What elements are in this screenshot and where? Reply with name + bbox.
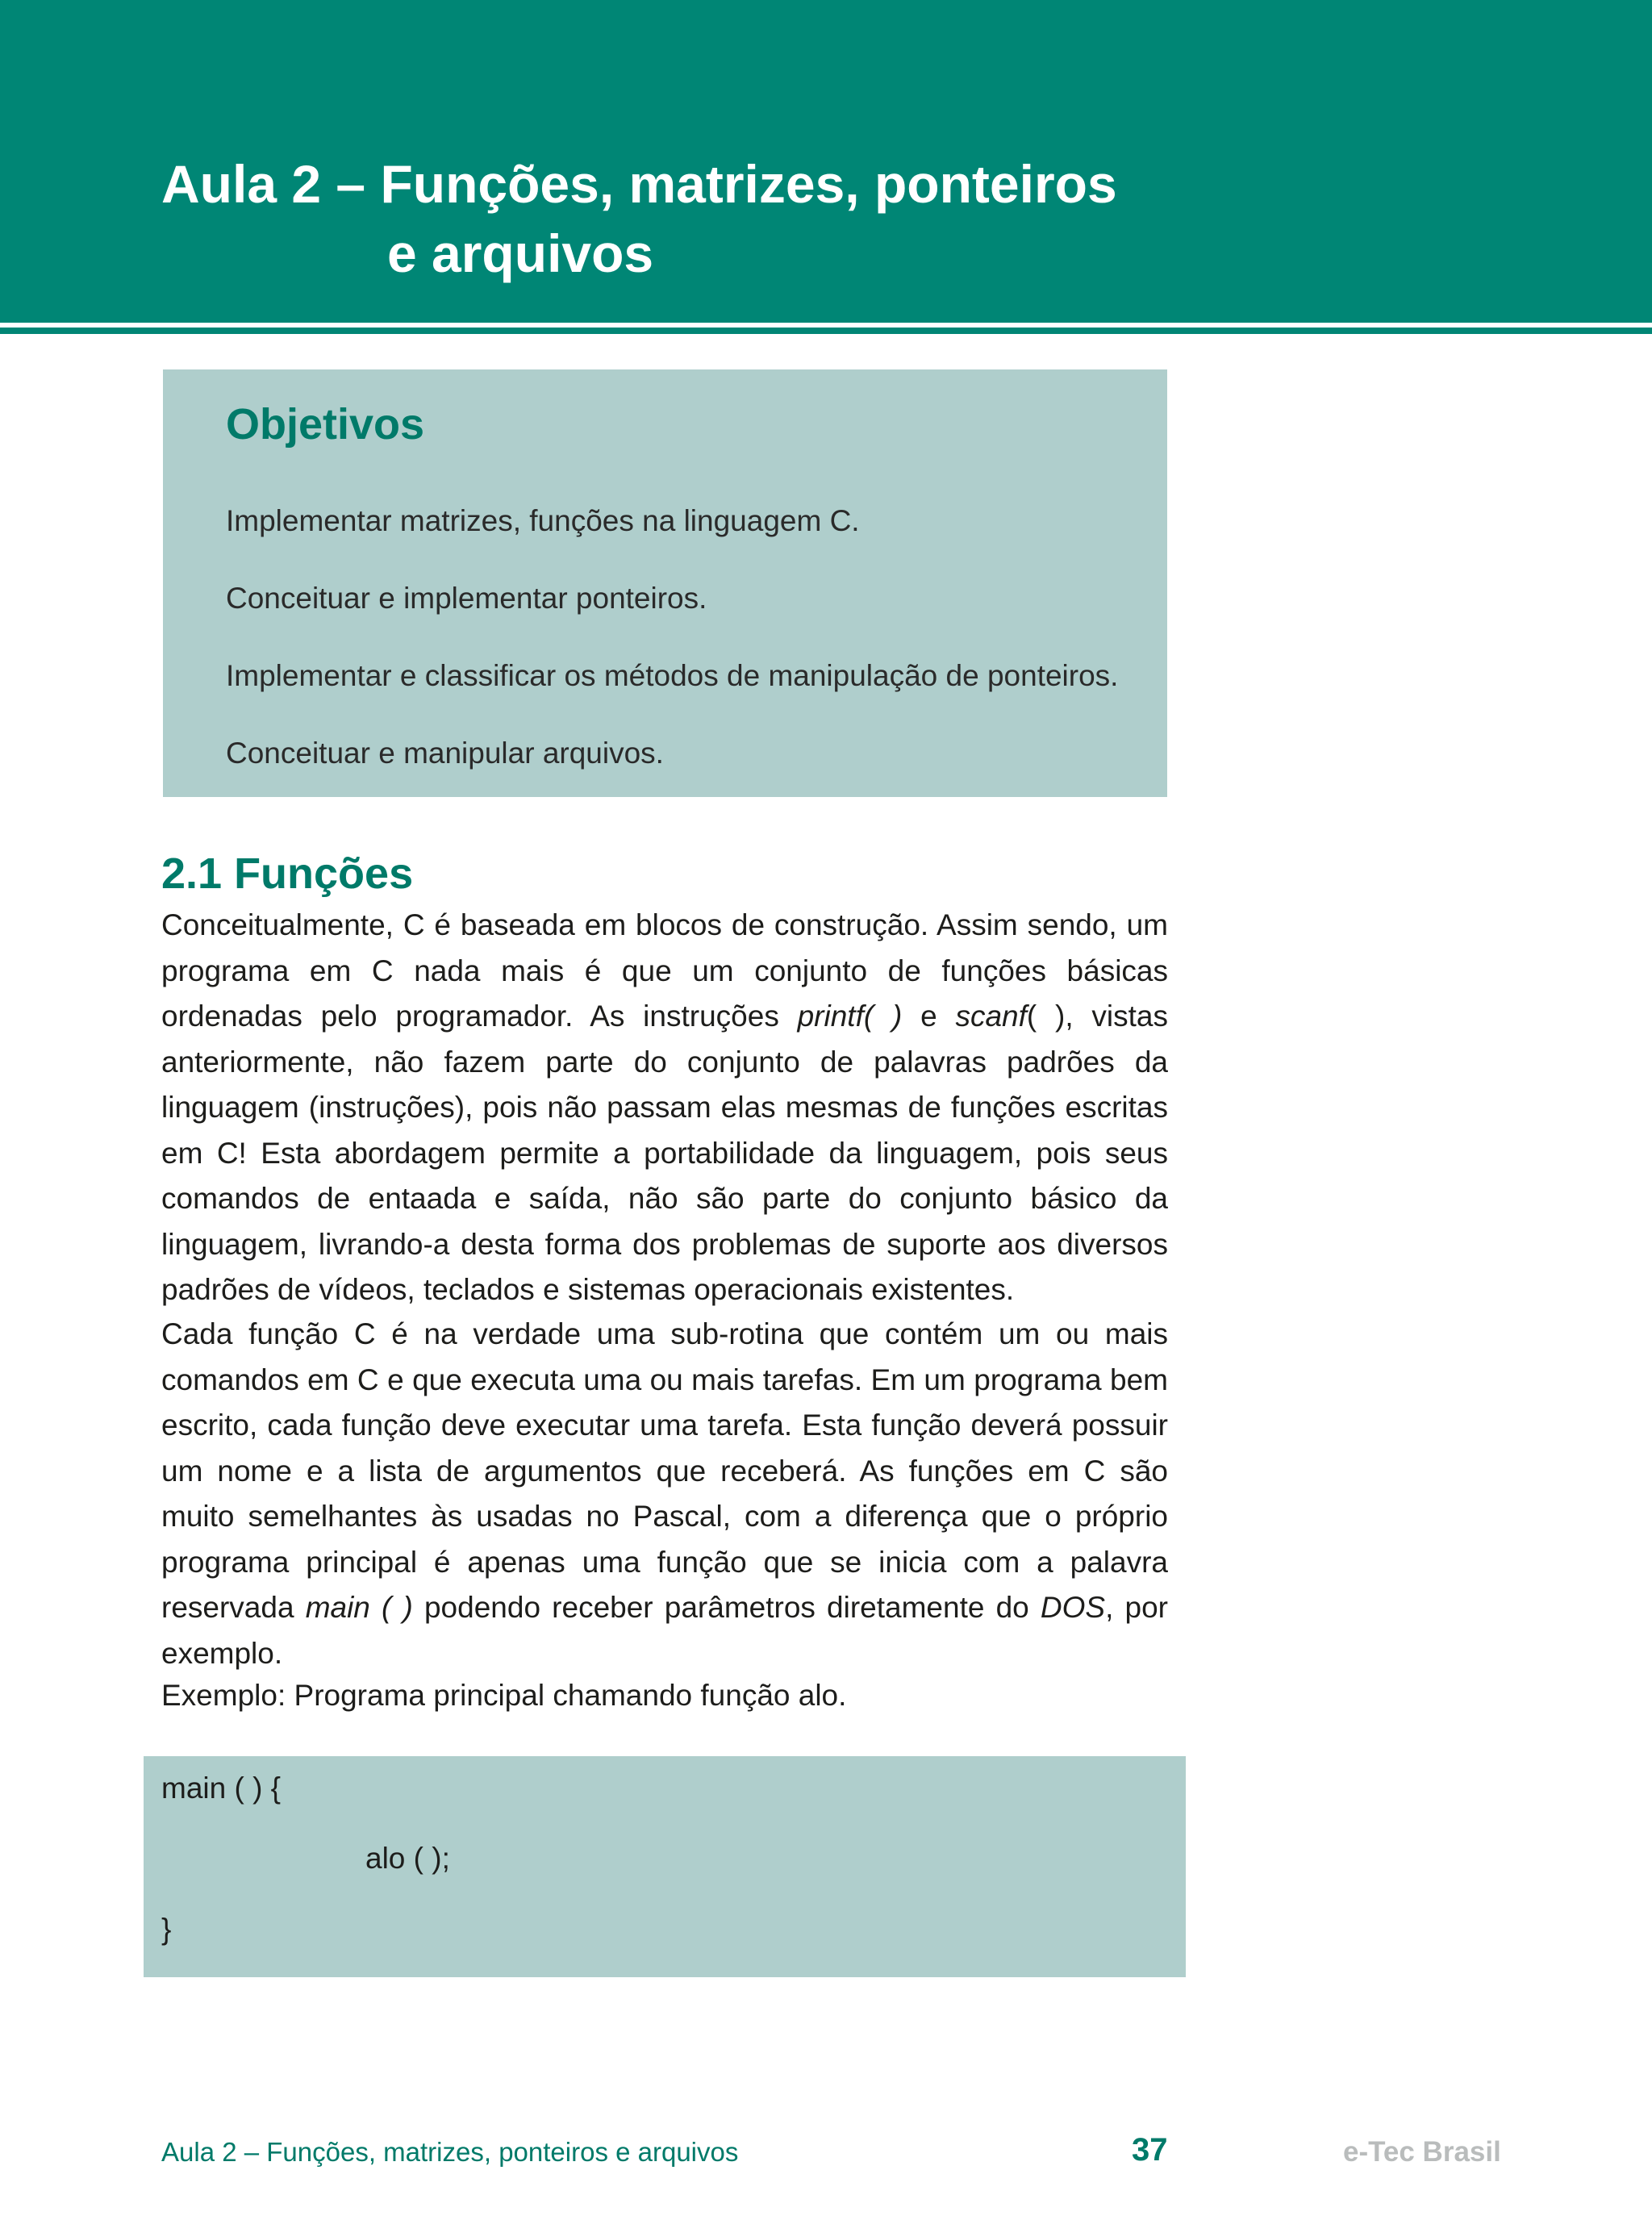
dos-term: DOS [1040, 1591, 1106, 1624]
objective-item: Conceituar e implementar ponteiros. [226, 582, 707, 615]
scanf-term: scanf [955, 999, 1027, 1033]
para1-text-c: ( ), vistas anteriormente, não fazem parte do conjunto de palavras padrões da linguagem (instruções), pois não passam elas mesmas de funções escritas em C! Esta abordagem permite a portabilidade da linguagem, pois seus comandos de entaada e saída, não são parte do conjunto básico da linguagem, livrando-a desta forma dos problemas de suporte aos diversos padrões de vídeos, teclados e sistemas operacionais existentes. [161, 999, 1169, 1306]
chapter-title-line1: Aula 2 – Funções, matrizes, ponteiros [161, 154, 1117, 214]
main-term: main ( ) [305, 1591, 413, 1624]
para2-text-c: , por exemplo. [161, 1591, 1168, 1670]
para1-text-a: Conceitualmente, C é baseada em blocos de construção. Assim sendo, um programa em C nada mais é que um conjunto de funções básicas ordenadas pelo programador. As instruções [161, 908, 1168, 1033]
objectives-box [163, 369, 1167, 797]
code-line: alo ( ); [365, 1842, 450, 1875]
objective-item: Implementar matrizes, funções na linguagem C. [226, 504, 860, 537]
footer-chapter-title: Aula 2 – Funções, matrizes, ponteiros e arquivos [161, 2137, 739, 2167]
chapter-title-line2: e arquivos [387, 223, 654, 283]
code-example-box [144, 1756, 1186, 1977]
section-heading: 2.1 Funções [161, 849, 414, 898]
para2-text-a: Cada função C é na verdade uma sub-rotina que contém um ou mais comandos em C e que executa uma ou mais tarefas. Em um programa bem escrito, cada função deve executar uma tarefa. Esta função deverá possuir um nome e a lista de argumentos que receberá. As funções em C são muito semelhantes às usadas no Pascal, com a diferença que o próprio programa principal é apenas uma função que se inicia com a palavra reservada [161, 1317, 1168, 1624]
para1-text-b: e [902, 999, 956, 1033]
objectives-list [226, 482, 1118, 792]
objective-item: Implementar e classificar os métodos de manipulação de ponteiros. [226, 659, 1119, 692]
header-divider [0, 328, 1652, 334]
footer-brand: e-Tec Brasil [1343, 2136, 1501, 2168]
example-caption: Exemplo: Programa principal chamando função alo. [161, 1679, 847, 1712]
paragraph-intro [161, 903, 1168, 1313]
objectives-heading: Objetivos [226, 400, 425, 449]
code-line: main ( ) { [161, 1772, 282, 1805]
para2-text-b: podendo receber parâmetros diretamente do [412, 1591, 1041, 1624]
code-line: } [161, 1913, 172, 1946]
chapter-title [161, 149, 1371, 288]
printf-term: printf( ) [797, 999, 903, 1033]
page-number: 37 [1132, 2132, 1168, 2168]
paragraph-functions [161, 1312, 1168, 1676]
objective-item: Conceituar e manipular arquivos. [226, 737, 664, 770]
